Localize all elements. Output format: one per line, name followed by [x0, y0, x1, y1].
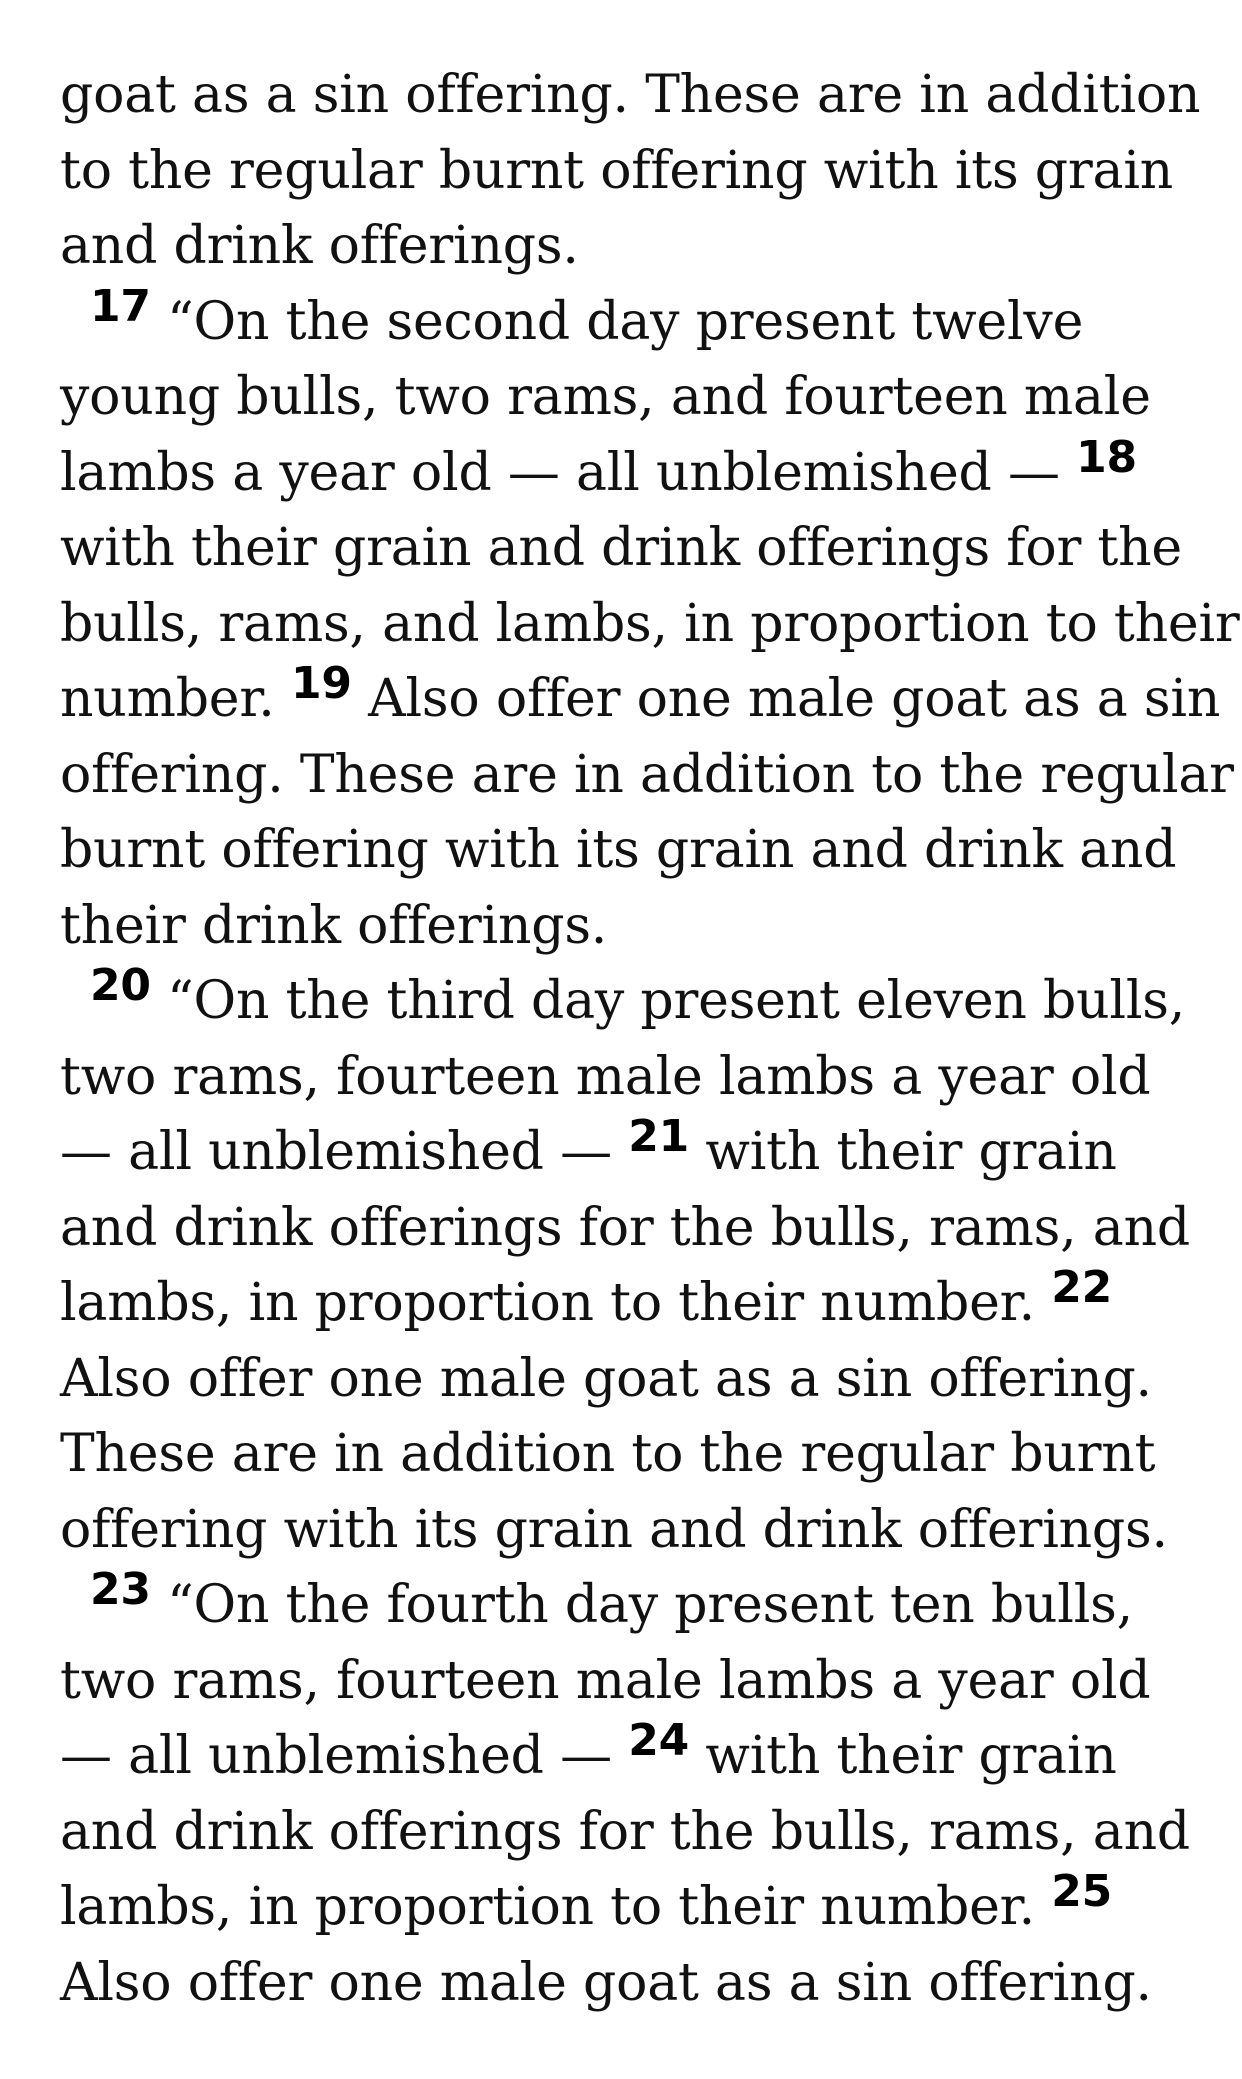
verse-text: — all unblemished —	[60, 1726, 629, 1786]
text-line	[60, 1948, 1152, 2018]
verse-number: 18	[1076, 431, 1137, 483]
verse-text: goat as a sin offering. These are in addition	[60, 65, 1201, 125]
verse-text: These are in addition to the regular burnt	[60, 1424, 1156, 1484]
verse-text: and drink offerings.	[60, 216, 579, 276]
text-line	[60, 1419, 1155, 1489]
verse-text: number.	[60, 669, 291, 729]
verse-number: 25	[1051, 1866, 1113, 1917]
verse-text: — all unblemished —	[60, 1122, 629, 1182]
text-line	[60, 960, 1186, 1036]
text-line	[60, 815, 1176, 885]
verse-text: “On the fourth day present ten bulls,	[150, 1575, 1133, 1635]
verse-text: their drink offerings.	[60, 895, 608, 956]
text-line	[60, 60, 1200, 130]
verse-text: Also offer one male goat as a sin	[351, 669, 1221, 729]
text-line	[60, 1495, 1168, 1565]
verse-text: lambs a year old — all unblemished —	[60, 442, 1077, 503]
text-line	[60, 1564, 1133, 1640]
text-line	[60, 362, 1151, 432]
verse-text: Also offer one male goat as a sin offering.	[60, 1952, 1152, 2013]
verse-text: “On the third day present eleven bulls,	[150, 971, 1186, 1031]
verse-text: offering. These are in addition to the regular	[60, 744, 1234, 805]
verse-text: and drink offerings for the bulls, rams, and	[60, 1197, 1190, 1258]
verse-text: bulls, rams, and lambs, in proportion to their	[60, 593, 1240, 654]
verse-text: with their grain	[689, 1726, 1117, 1786]
text-line	[60, 1262, 1113, 1338]
verse-text: two rams, fourteen male lambs a year old	[60, 1046, 1151, 1107]
verse-text: burnt offering with its grain and drink and	[60, 820, 1177, 880]
verse-text: to the regular burnt offering with its grain	[60, 140, 1174, 201]
text-line	[60, 658, 1221, 734]
verse-text: and drink offerings for the bulls, rams, and	[60, 1801, 1190, 1862]
verse-number: 21	[628, 1111, 690, 1162]
verse-text: lambs, in proportion to their number.	[60, 1877, 1052, 1937]
text-line	[60, 1797, 1190, 1867]
text-line	[60, 211, 579, 281]
verse-number: 19	[290, 658, 352, 709]
text-line	[60, 136, 1173, 206]
text-line	[60, 1042, 1151, 1112]
text-line	[60, 891, 607, 961]
text-line	[60, 1715, 1117, 1791]
text-line	[60, 513, 1182, 583]
text-line	[60, 1111, 1117, 1187]
verse-text: offering with its grain and drink offerings.	[60, 1499, 1168, 1560]
verse-text: lambs, in proportion to their number.	[60, 1273, 1052, 1333]
verse-number: 17	[90, 280, 151, 332]
verse-text: with their grain	[689, 1122, 1117, 1182]
text-line	[60, 1344, 1152, 1414]
verse-text: Also offer one male goat as a sin offering.	[60, 1348, 1152, 1409]
text-line	[60, 740, 1234, 810]
verse-text: “On the second day present twelve	[150, 291, 1084, 352]
text-line	[60, 1193, 1190, 1263]
verse-number: 24	[628, 1715, 690, 1766]
text-line	[60, 280, 1084, 357]
text-line	[60, 589, 1240, 659]
verse-number: 22	[1051, 1262, 1113, 1313]
text-line	[60, 1866, 1113, 1942]
verse-number: 23	[90, 1564, 151, 1615]
text-line	[60, 1646, 1151, 1716]
verse-text: with their grain and drink offerings for the	[60, 518, 1182, 578]
verse-text: young bulls, two rams, and fourteen male	[60, 367, 1151, 427]
verse-text: two rams, fourteen male lambs a year old	[60, 1650, 1151, 1711]
text-line	[60, 431, 1137, 508]
verse-number: 20	[90, 960, 151, 1011]
